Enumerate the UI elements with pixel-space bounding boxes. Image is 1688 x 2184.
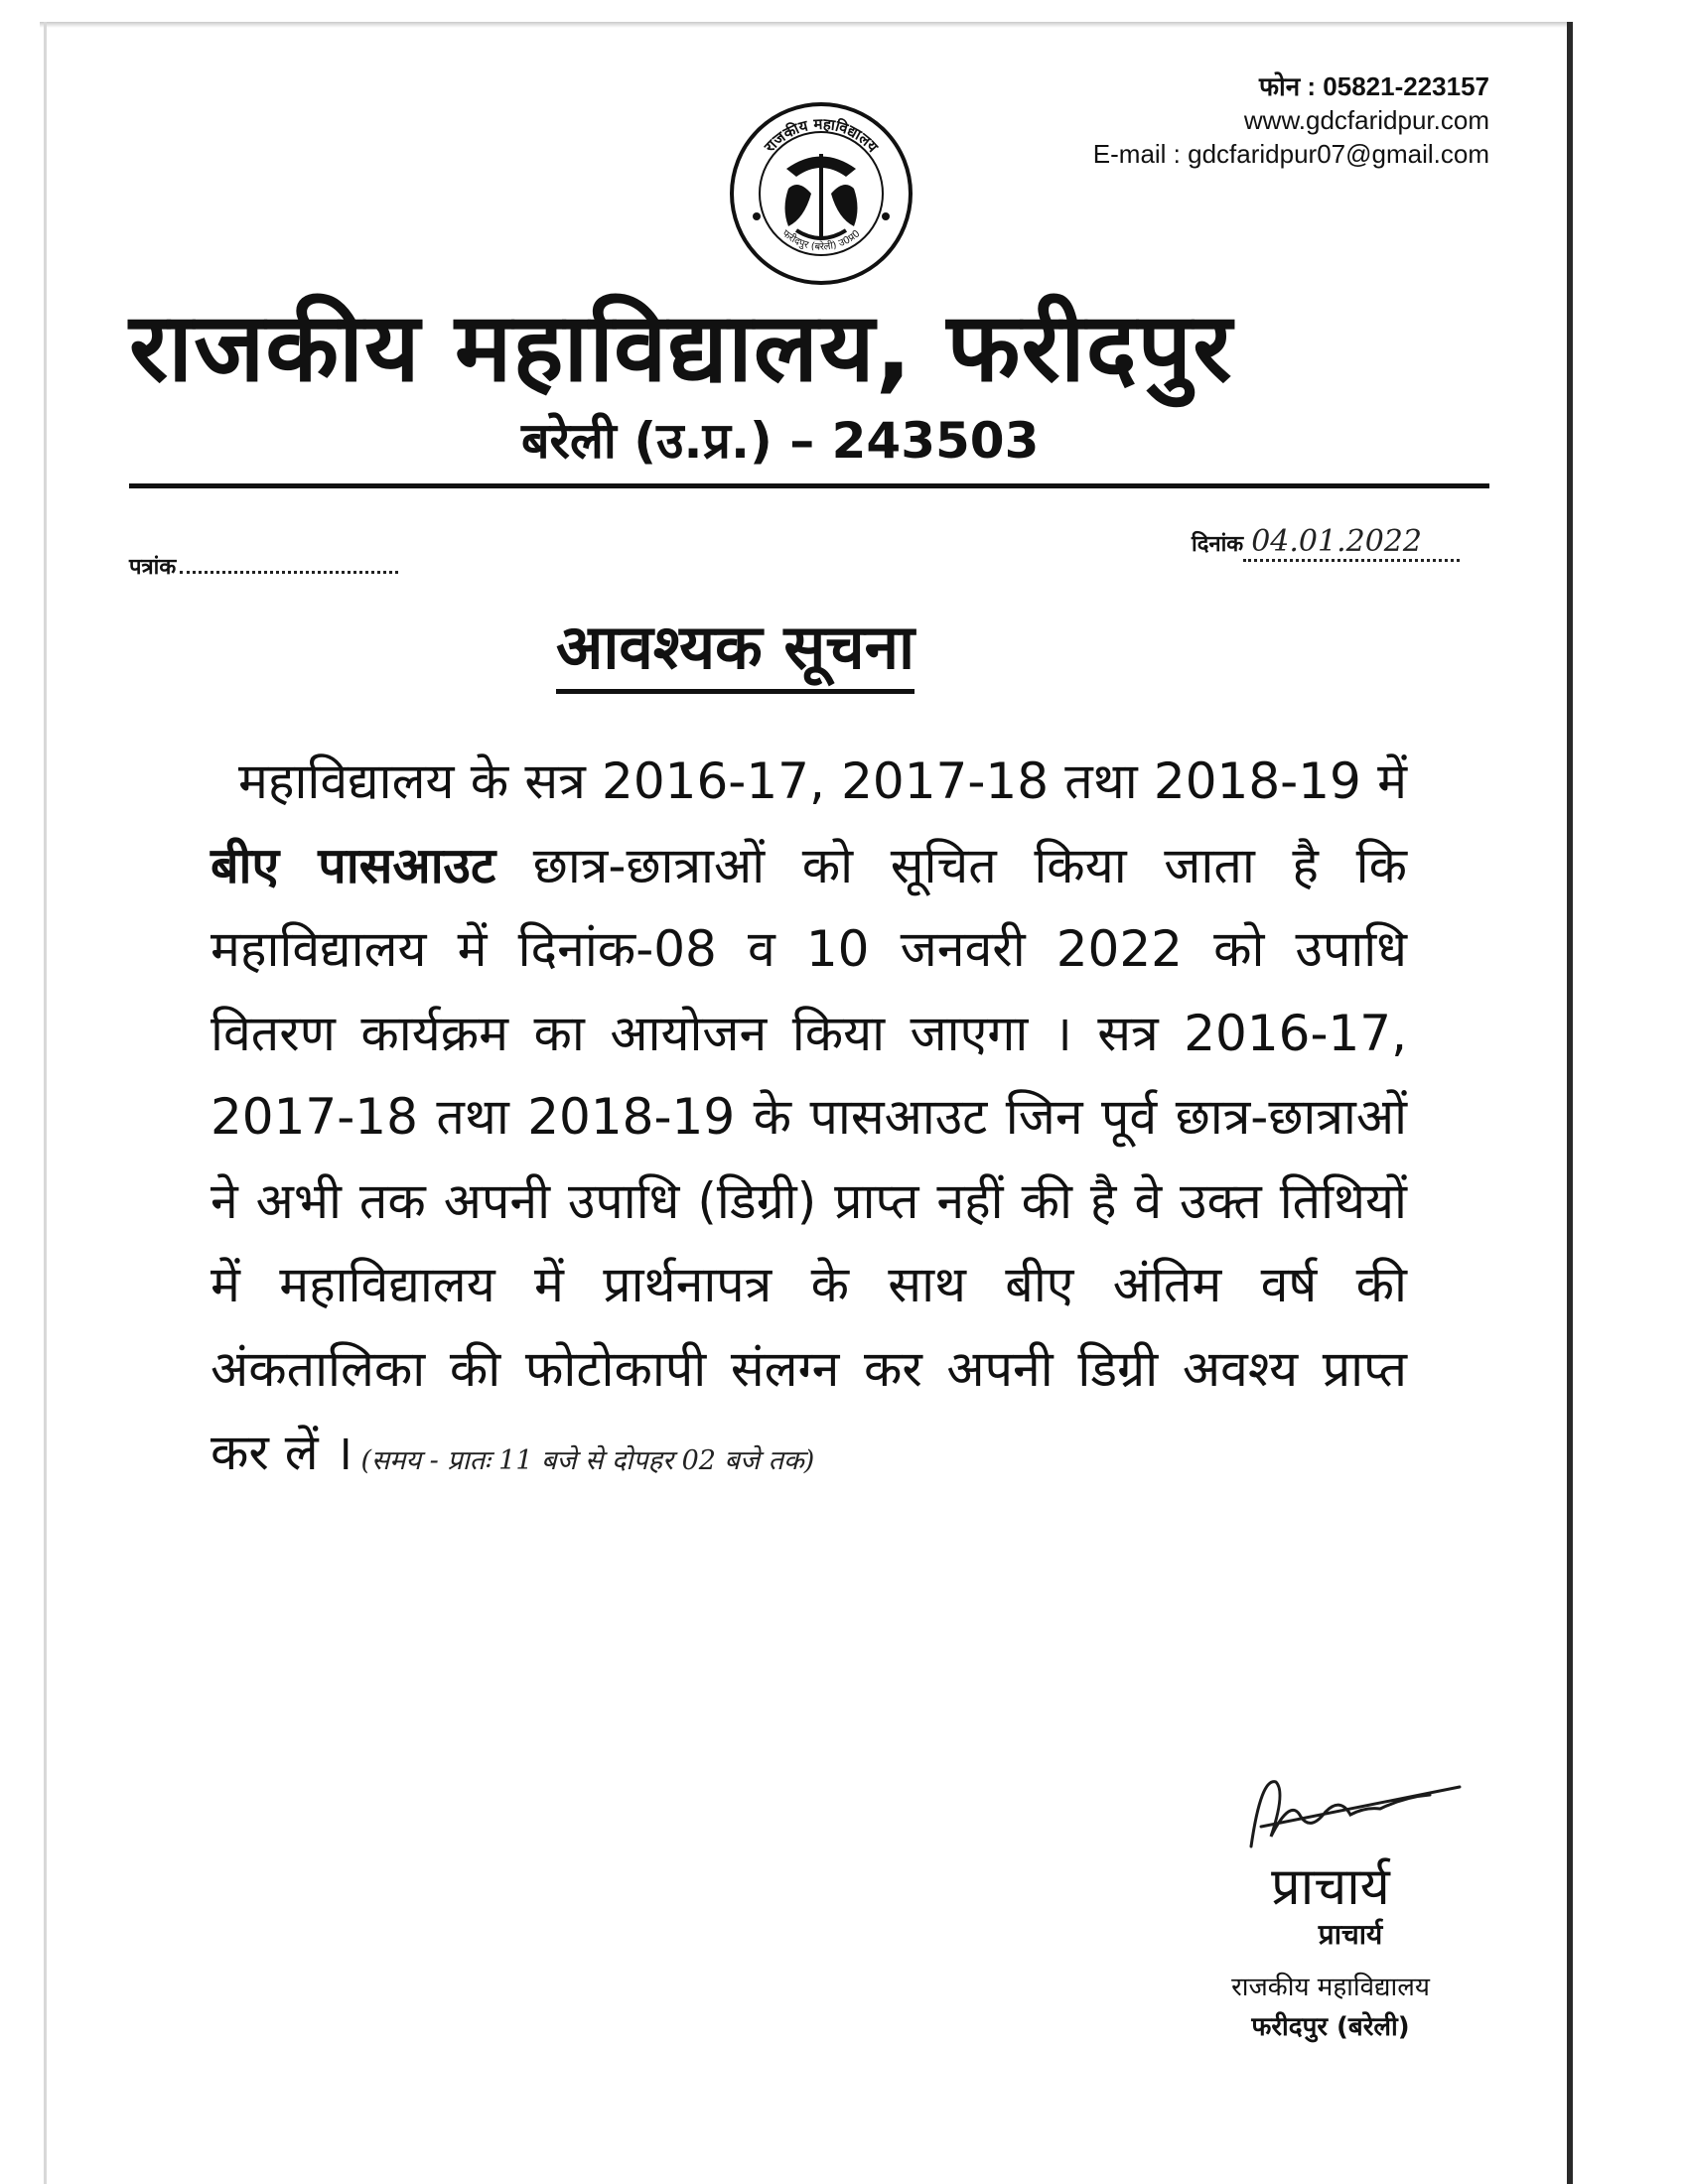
notice-paragraph <box>211 740 1407 1504</box>
scan-edge-right <box>1567 22 1573 2184</box>
reference-number <box>129 551 398 581</box>
signatory-title: प्राचार्य <box>1271 1857 1390 1917</box>
reference-label: पत्रांक <box>129 555 177 580</box>
seal-text-top: राजकीय महाविद्यालय <box>761 114 883 156</box>
date-line <box>1192 524 1460 562</box>
college-address: बरेली (उ.प्र.) – 243503 <box>521 412 1040 470</box>
college-name: राजकीय महाविद्यालय, फरीदपुर <box>129 292 1233 403</box>
notice-title: आवश्यक सूचना <box>556 608 914 694</box>
signatory-organization: राजकीय महाविद्यालय <box>1231 1973 1430 2002</box>
reference-blank <box>180 571 398 574</box>
date-value: 04.01.2022 <box>1243 524 1460 562</box>
scan-edge-top <box>40 22 1569 28</box>
svg-text:राजकीय महाविद्यालय <box>760 115 883 157</box>
phone-number: फोन : 05821-223157 <box>1258 71 1489 101</box>
body-text-part2: छात्र-छात्राओं को सूचित किया जाता है कि महाविद्यालय में दिनांक-08 व 10 जनवरी 2022 को उपाधि वितरण कार्यक्रम का आयोजन किया जाएगा । सत्र 2016-17, 2017-18 तथा 2018-19 के पासआउट जिन पूर्व छात्र-छात्राओं ने अभी तक अपनी उपाधि (डिग्री) प्राप्त नहीं की है वे उक्त तिथियों में महाविद्यालय में प्रार्थनापत्र के साथ बीए अंतिम वर्ष की अंकतालिका की फोटोकापी संलग्न कर अपनी डिग्री अवश्य प्राप्त कर लें । <box>211 836 1407 1481</box>
notice-body <box>211 740 1407 1504</box>
handwritten-time-note: (समय - प्रातः 11 बजे से दोपहर 02 बजे तक) <box>360 1445 815 1476</box>
signatory-place: फरीदपुर (बरेली) <box>1251 2012 1410 2042</box>
scan-edge-left <box>44 22 47 2184</box>
email: E-mail : gdcfaridpur07@gmail.com <box>1092 139 1489 169</box>
body-text-part1: महाविद्यालय के सत्र 2016-17, 2017-18 तथा 2018-19 में <box>238 752 1407 810</box>
header-divider <box>129 483 1489 488</box>
signatory-stamp-title: प्राचार्य <box>1318 1918 1383 1951</box>
principal-signature-icon <box>1231 1757 1470 1866</box>
body-text-bold: बीए पासआउट <box>211 836 496 894</box>
signatory-block <box>1172 1856 1489 2047</box>
seal-text-bottom: फरीदपुर (बरेली) उ0प्र0 <box>779 227 863 253</box>
date-label: दिनांक <box>1192 532 1244 557</box>
contact-block <box>1093 69 1489 171</box>
website: www.gdcfaridpur.com <box>1243 105 1489 135</box>
college-seal-icon <box>727 99 915 288</box>
